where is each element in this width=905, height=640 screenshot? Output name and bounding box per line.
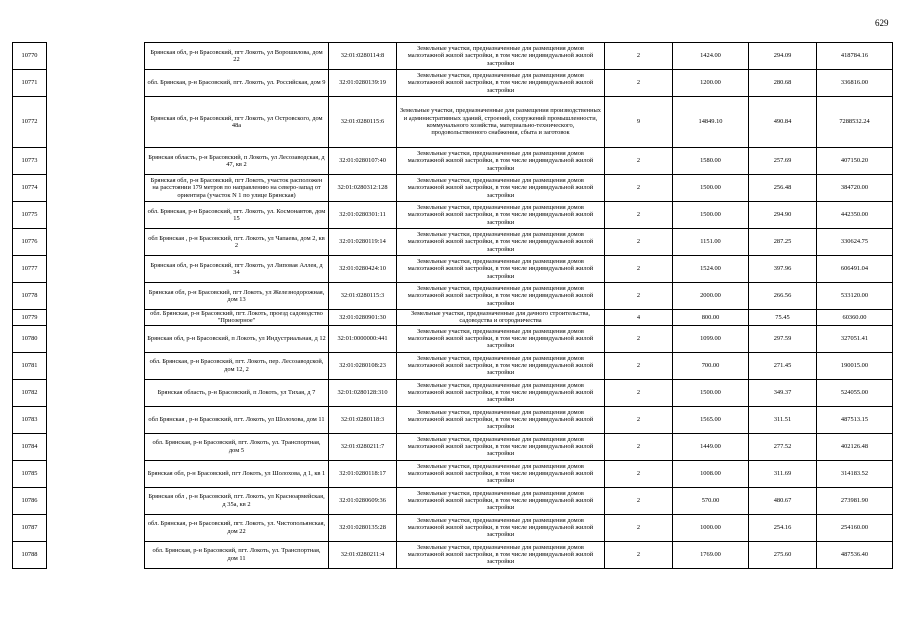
cell-spacer xyxy=(47,283,145,310)
cell-cadastral-number: 32:01:0280118:17 xyxy=(329,460,397,487)
cell-address: Брянская обл, р-н Брасовский, пгт Локоть, ул Шолохова, д 1, кв 1 xyxy=(145,460,329,487)
cell-spacer xyxy=(47,460,145,487)
table-row xyxy=(13,325,893,352)
cell-area: 800.00 xyxy=(673,310,749,326)
cell-address: Брянская обл, р-н Брасовский, пгт Локоть, ул Островского, дом 48а xyxy=(145,97,329,148)
cell-cadastral-number: 32:01:0280135:28 xyxy=(329,514,397,541)
cell-spacer xyxy=(47,70,145,97)
cell-spacer xyxy=(47,406,145,433)
cell-specific-value: 75.45 xyxy=(749,310,817,326)
cell-spacer xyxy=(47,433,145,460)
cell-spacer xyxy=(47,487,145,514)
cell-cadastral-value: 418784.16 xyxy=(817,43,893,70)
cell-cadastral-number: 32:01:0280128:310 xyxy=(329,379,397,406)
cell-land-use: Земельные участки, предназначенные для размещения домов малоэтажной жилой застройки, в том числе индивидуальной жилой застройки xyxy=(397,175,605,202)
cell-record-number: 10787 xyxy=(13,514,47,541)
cell-record-number: 10785 xyxy=(13,460,47,487)
cell-cadastral-number: 32:01:0280312:128 xyxy=(329,175,397,202)
cell-group: 2 xyxy=(605,229,673,256)
cell-area: 700.00 xyxy=(673,352,749,379)
cell-address: обл. Брянская, р-н Брасовский, пгт. Локоть, проезд садоводство "Приозерное" xyxy=(145,310,329,326)
cell-cadastral-value: 487536.40 xyxy=(817,541,893,568)
cell-area: 1500.00 xyxy=(673,175,749,202)
cell-address: Брянская обл, р-н Брасовский, пгт Локоть, ул Ворошилова, дом 22 xyxy=(145,43,329,70)
cell-spacer xyxy=(47,325,145,352)
table-row xyxy=(13,460,893,487)
cell-land-use: Земельные участки, предназначенные для размещения домов малоэтажной жилой застройки, в том числе индивидуальной жилой застройки xyxy=(397,325,605,352)
cell-area: 1500.00 xyxy=(673,379,749,406)
cell-specific-value: 311.69 xyxy=(749,460,817,487)
cell-area: 1565.00 xyxy=(673,406,749,433)
cell-land-use: Земельные участки, предназначенные для размещения домов малоэтажной жилой застройки, в том числе индивидуальной жилой застройки xyxy=(397,70,605,97)
cell-specific-value: 256.48 xyxy=(749,175,817,202)
cell-land-use: Земельные участки, предназначенные для размещения домов малоэтажной жилой застройки, в том числе индивидуальной жилой застройки xyxy=(397,487,605,514)
cell-group: 2 xyxy=(605,202,673,229)
cell-cadastral-value: 384720.00 xyxy=(817,175,893,202)
cell-group: 2 xyxy=(605,256,673,283)
cell-specific-value: 287.25 xyxy=(749,229,817,256)
cell-land-use: Земельные участки, предназначенные для размещения домов малоэтажной жилой застройки, в том числе индивидуальной жилой застройки xyxy=(397,43,605,70)
cell-cadastral-value: 524055.00 xyxy=(817,379,893,406)
table-row xyxy=(13,175,893,202)
table-row xyxy=(13,541,893,568)
cell-cadastral-number: 32:01:0280211:4 xyxy=(329,541,397,568)
cell-area: 1580.00 xyxy=(673,148,749,175)
cell-land-use: Земельные участки, предназначенные для размещения домов малоэтажной жилой застройки, в том числе индивидуальной жилой застройки xyxy=(397,433,605,460)
cell-group: 2 xyxy=(605,43,673,70)
cell-cadastral-value: 327051.41 xyxy=(817,325,893,352)
cell-record-number: 10772 xyxy=(13,97,47,148)
cell-spacer xyxy=(47,175,145,202)
cell-spacer xyxy=(47,43,145,70)
cell-spacer xyxy=(47,229,145,256)
cell-land-use: Земельные участки, предназначенные для дачного строительства, садоводства и огородничества xyxy=(397,310,605,326)
cell-specific-value: 397.96 xyxy=(749,256,817,283)
cell-address: обл. Брянская, р-н Брасовский, пгт. Локоть, ул. Чистопольянская, дом 22 xyxy=(145,514,329,541)
table-row xyxy=(13,43,893,70)
cell-cadastral-number: 32:01:0280115:3 xyxy=(329,283,397,310)
cell-record-number: 10779 xyxy=(13,310,47,326)
cell-spacer xyxy=(47,310,145,326)
cell-spacer xyxy=(47,148,145,175)
table-body xyxy=(13,43,893,569)
cell-cadastral-value: 314183.52 xyxy=(817,460,893,487)
cell-cadastral-value: 60360.00 xyxy=(817,310,893,326)
table-row xyxy=(13,283,893,310)
cell-address: обл. Брянская, р-н Брасовский, пгт. Локоть, ул. Транспортная, дом 5 xyxy=(145,433,329,460)
cell-specific-value: 280.68 xyxy=(749,70,817,97)
cell-land-use: Земельные участки, предназначенные для размещения домов малоэтажной жилой застройки, в том числе индивидуальной жилой застройки xyxy=(397,514,605,541)
cell-group: 2 xyxy=(605,325,673,352)
cell-cadastral-value: 336816.00 xyxy=(817,70,893,97)
cell-group: 2 xyxy=(605,487,673,514)
cell-cadastral-value: 487513.15 xyxy=(817,406,893,433)
cell-cadastral-number: 32:01:0280301:11 xyxy=(329,202,397,229)
cell-specific-value: 480.67 xyxy=(749,487,817,514)
cell-cadastral-value: 273981.90 xyxy=(817,487,893,514)
cell-area: 1008.00 xyxy=(673,460,749,487)
cell-specific-value: 297.59 xyxy=(749,325,817,352)
table-row xyxy=(13,352,893,379)
cell-area: 14849.10 xyxy=(673,97,749,148)
cell-cadastral-number: 32:01:0000000:441 xyxy=(329,325,397,352)
table-row xyxy=(13,148,893,175)
cell-spacer xyxy=(47,514,145,541)
cell-group: 2 xyxy=(605,541,673,568)
table-row xyxy=(13,97,893,148)
cell-record-number: 10784 xyxy=(13,433,47,460)
cell-area: 1449.00 xyxy=(673,433,749,460)
cell-address: Брянская область, р-н Брасовский, п Локоть, ул Тихая, д 7 xyxy=(145,379,329,406)
cell-area: 1769.00 xyxy=(673,541,749,568)
cell-cadastral-number: 32:01:0280108:23 xyxy=(329,352,397,379)
cell-record-number: 10786 xyxy=(13,487,47,514)
cell-address: Брянская обл, р-н Брасовский, пгт Локоть, ул Железнодорожная, дом 13 xyxy=(145,283,329,310)
cell-group: 4 xyxy=(605,310,673,326)
cell-spacer xyxy=(47,97,145,148)
cell-group: 2 xyxy=(605,433,673,460)
cell-land-use: Земельные участки, предназначенные для размещения домов малоэтажной жилой застройки, в том числе индивидуальной жилой застройки xyxy=(397,406,605,433)
cell-address: обл. Брянская, р-н Брасовский, пгт. Локоть, пер. Лесозаводской, дом 12, 2 xyxy=(145,352,329,379)
cell-group: 2 xyxy=(605,148,673,175)
cell-record-number: 10783 xyxy=(13,406,47,433)
cell-cadastral-value: 190015.00 xyxy=(817,352,893,379)
cell-record-number: 10778 xyxy=(13,283,47,310)
cell-cadastral-value: 407150.20 xyxy=(817,148,893,175)
cell-spacer xyxy=(47,541,145,568)
cell-address: Брянская обл, р-н Брасовский, пгт Локоть, ул Липовая Аллея, д 34 xyxy=(145,256,329,283)
cell-record-number: 10782 xyxy=(13,379,47,406)
cell-address: Брянская обл , р-н Брасовский, пгт. Локоть, ул Красноармейская, д 35а, кв 2 xyxy=(145,487,329,514)
table-row xyxy=(13,406,893,433)
cell-specific-value: 257.69 xyxy=(749,148,817,175)
cell-cadastral-value: 330624.75 xyxy=(817,229,893,256)
cell-land-use: Земельные участки, предназначенные для размещения домов малоэтажной жилой застройки, в том числе индивидуальной жилой застройки xyxy=(397,202,605,229)
cell-cadastral-number: 32:01:0280118:3 xyxy=(329,406,397,433)
cell-address: Брянская обл, р-н Брасовский, пгт Локоть, участок расположен на расстоянии 179 метров по направлению на северо-запад от ориентира (участок N 1 по улице Брянская) xyxy=(145,175,329,202)
cell-address: обл Брянская , р-н Брасовский, пгт. Локоть, ул Чапаева, дом 2, кв 2 xyxy=(145,229,329,256)
cell-cadastral-value: 442350.00 xyxy=(817,202,893,229)
cell-group: 9 xyxy=(605,97,673,148)
cell-record-number: 10771 xyxy=(13,70,47,97)
cell-specific-value: 277.52 xyxy=(749,433,817,460)
cell-specific-value: 294.90 xyxy=(749,202,817,229)
cell-area: 1099.00 xyxy=(673,325,749,352)
table-row xyxy=(13,433,893,460)
cell-record-number: 10775 xyxy=(13,202,47,229)
cell-record-number: 10788 xyxy=(13,541,47,568)
cell-record-number: 10776 xyxy=(13,229,47,256)
cell-specific-value: 294.09 xyxy=(749,43,817,70)
cell-specific-value: 311.51 xyxy=(749,406,817,433)
cell-record-number: 10781 xyxy=(13,352,47,379)
cell-spacer xyxy=(47,202,145,229)
cell-cadastral-value: 254160.00 xyxy=(817,514,893,541)
cell-record-number: 10770 xyxy=(13,43,47,70)
cell-area: 570.00 xyxy=(673,487,749,514)
cell-spacer xyxy=(47,256,145,283)
table-row xyxy=(13,487,893,514)
cell-group: 2 xyxy=(605,70,673,97)
cell-record-number: 10773 xyxy=(13,148,47,175)
cell-land-use: Земельные участки, предназначенные для размещения домов малоэтажной жилой застройки, в том числе индивидуальной жилой застройки xyxy=(397,148,605,175)
cell-spacer xyxy=(47,379,145,406)
cell-cadastral-number: 32:01:0280139:19 xyxy=(329,70,397,97)
cell-address: Брянская область, р-н Брасовский, п Локоть, ул Лесозаводская, д 47, кв 2 xyxy=(145,148,329,175)
cell-land-use: Земельные участки, предназначенные для размещения домов малоэтажной жилой застройки, в том числе индивидуальной жилой застройки xyxy=(397,541,605,568)
table-row xyxy=(13,229,893,256)
cell-cadastral-value: 606491.04 xyxy=(817,256,893,283)
cell-spacer xyxy=(47,352,145,379)
cell-area: 1424.00 xyxy=(673,43,749,70)
cell-specific-value: 254.16 xyxy=(749,514,817,541)
table-row xyxy=(13,256,893,283)
cell-cadastral-number: 32:01:0280119:14 xyxy=(329,229,397,256)
cell-address: обл. Брянская, р-н Брасовский, пгт. Локоть, ул. Транспортная, дом 11 xyxy=(145,541,329,568)
cell-group: 2 xyxy=(605,175,673,202)
table-row xyxy=(13,70,893,97)
cell-group: 2 xyxy=(605,352,673,379)
cell-address: обл. Брянская, р-н Брасовский, пгт. Локоть, ул. Космонавтов, дом 15 xyxy=(145,202,329,229)
cell-specific-value: 271.45 xyxy=(749,352,817,379)
cell-cadastral-number: 32:01:0280609:36 xyxy=(329,487,397,514)
cell-land-use: Земельные участки, предназначенные для размещения домов малоэтажной жилой застройки, в том числе индивидуальной жилой застройки xyxy=(397,229,605,256)
cell-group: 2 xyxy=(605,406,673,433)
cell-land-use: Земельные участки, предназначенные для размещения домов малоэтажной жилой застройки, в том числе индивидуальной жилой застройки xyxy=(397,460,605,487)
cell-group: 2 xyxy=(605,460,673,487)
table-row xyxy=(13,310,893,326)
cell-record-number: 10780 xyxy=(13,325,47,352)
cell-cadastral-number: 32:01:0280901:30 xyxy=(329,310,397,326)
cell-area: 1500.00 xyxy=(673,202,749,229)
cell-specific-value: 349.37 xyxy=(749,379,817,406)
cell-cadastral-value: 402126.48 xyxy=(817,433,893,460)
cell-group: 2 xyxy=(605,514,673,541)
table-row xyxy=(13,514,893,541)
cell-cadastral-number: 32:01:0280107:40 xyxy=(329,148,397,175)
cell-area: 1151.00 xyxy=(673,229,749,256)
cell-land-use: Земельные участки, предназначенные для размещения производственных и административных зданий, строений, сооружений промышленности, коммунального хозяйства, материально-технического, продовольственного снабжения, сбыта и заготовок xyxy=(397,97,605,148)
cell-area: 1524.00 xyxy=(673,256,749,283)
cell-record-number: 10774 xyxy=(13,175,47,202)
cell-area: 1000.00 xyxy=(673,514,749,541)
table-row xyxy=(13,202,893,229)
cell-specific-value: 490.84 xyxy=(749,97,817,148)
cell-record-number: 10777 xyxy=(13,256,47,283)
table-row xyxy=(13,379,893,406)
cell-land-use: Земельные участки, предназначенные для размещения домов малоэтажной жилой застройки, в том числе индивидуальной жилой застройки xyxy=(397,283,605,310)
land-registry-table xyxy=(12,42,893,569)
cell-specific-value: 266.56 xyxy=(749,283,817,310)
cell-cadastral-number: 32:01:0280114:8 xyxy=(329,43,397,70)
cell-cadastral-value: 533120.00 xyxy=(817,283,893,310)
cell-land-use: Земельные участки, предназначенные для размещения домов малоэтажной жилой застройки, в том числе индивидуальной жилой застройки xyxy=(397,379,605,406)
cell-address: Брянская обл, р-н Брасовский, п Локоть, ул Индустриальная, д 12 xyxy=(145,325,329,352)
cell-specific-value: 275.60 xyxy=(749,541,817,568)
cell-address: обл. Брянская, р-н Брасовский, пгт. Локоть, ул. Российская, дом 9 xyxy=(145,70,329,97)
cell-group: 2 xyxy=(605,283,673,310)
cell-address: обл Брянская , р-н Брасовский, пгт. Локоть, ул Шолохова, дом 11 xyxy=(145,406,329,433)
cell-area: 2000.00 xyxy=(673,283,749,310)
cell-land-use: Земельные участки, предназначенные для размещения домов малоэтажной жилой застройки, в том числе индивидуальной жилой застройки xyxy=(397,352,605,379)
cell-cadastral-number: 32:01:0280211:7 xyxy=(329,433,397,460)
cell-group: 2 xyxy=(605,379,673,406)
cell-cadastral-number: 32:01:0280424:10 xyxy=(329,256,397,283)
page-number: 629 xyxy=(875,18,889,28)
cell-cadastral-number: 32:01:0280115:6 xyxy=(329,97,397,148)
cell-area: 1200.00 xyxy=(673,70,749,97)
cell-land-use: Земельные участки, предназначенные для размещения домов малоэтажной жилой застройки, в том числе индивидуальной жилой застройки xyxy=(397,256,605,283)
cell-cadastral-value: 7288532.24 xyxy=(817,97,893,148)
